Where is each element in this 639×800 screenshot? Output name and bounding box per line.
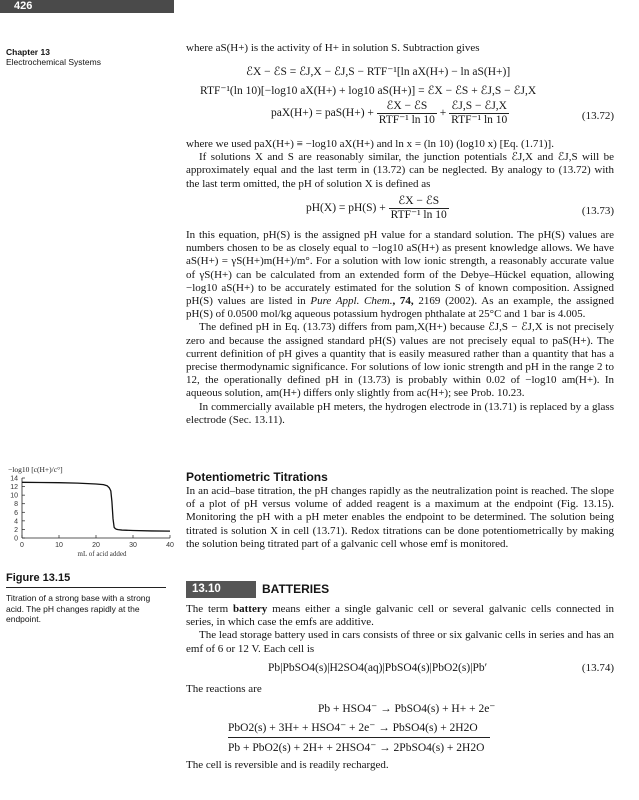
y-tick-label: 2 xyxy=(14,526,18,534)
paragraph-recharged: The cell is reversible and is readily recharged. xyxy=(186,759,389,771)
section-number: 13.10 xyxy=(192,583,221,595)
equation-2: RTF⁻¹(ln 10)[−log10 aX(H+) + log10 aS(H+)] = ℰX − ℰS + ℰJ,S − ℰJ,X xyxy=(200,85,537,97)
y-tick-label: 10 xyxy=(10,492,18,500)
caption-rule xyxy=(6,587,166,588)
figure-caption: Titration of a strong base with a strong acid. The pH changes rapidly at the endpoint. xyxy=(6,593,151,624)
intro-text xyxy=(186,42,614,55)
eq-13-72-f1-numerator: ℰX − ℰS xyxy=(377,100,437,114)
eq-13-72-lhs: paX(H+) = paS(H+) + xyxy=(271,107,374,120)
heading-potentiometric-titrations: Potentiometric Titrations xyxy=(186,470,328,484)
section-number-bar xyxy=(186,581,256,598)
equation-13-74: Pb|PbSO4(s)|H2SO4(aq)|PbSO4(s)|PbO2(s)|Pb′ xyxy=(268,662,488,674)
x-tick-label: 30 xyxy=(129,542,137,549)
eq-13-73-numerator: ℰX − ℰS xyxy=(389,195,449,209)
equation-number-13-73: (13.73) xyxy=(581,205,614,217)
paragraph-junction: If solutions X and S are reasonably similar, the junction potentials ℰJ,X and ℰJ,S will be approximately equal and the last term in (13.72) can be neglected. By analogy to (13.72) with the last term omitted, the pH of solution X is defined as xyxy=(186,151,614,190)
equation-13-72 xyxy=(271,100,509,127)
term-battery: battery xyxy=(233,603,268,615)
chapter-title: Electrochemical Systems xyxy=(6,57,101,67)
x-tick-label: 0 xyxy=(20,542,24,549)
paragraph-ph-meters: In commercially available pH meters, the hydrogen electrode in (13.71) is replaced by a glass electrode (Sec. 13.11). xyxy=(186,400,614,426)
paragraph-block-2 xyxy=(186,229,614,427)
paragraph-lead-storage: The lead storage battery used in cars consists of three or six galvanic cells in series and has an emf of 6 or 12 V. Each cell is xyxy=(186,629,614,655)
y-tick-label: 6 xyxy=(14,509,18,517)
eq-13-73-lhs: pH(X) = pH(S) + xyxy=(306,202,386,215)
x-axis-label: mL of acid added xyxy=(77,550,127,558)
page-number-bar xyxy=(0,0,174,13)
y-tick-label: 14 xyxy=(10,475,18,483)
paragraph-standard-ph xyxy=(186,229,614,321)
paragraph-block-4 xyxy=(186,603,614,656)
figure-label: Figure 13.15 xyxy=(6,572,71,584)
eq-13-73-fraction xyxy=(389,195,449,222)
x-tick-label: 20 xyxy=(92,542,100,549)
paragraph-battery-def xyxy=(186,603,614,629)
equation-1: ℰX − ℰS = ℰJ,X − ℰJ,S − RTF⁻¹[ln aX(H+) − ln aS(H+)] xyxy=(246,66,511,78)
x-tick-label: 40 xyxy=(166,542,174,549)
titration-curve-line xyxy=(22,482,170,531)
page-number: 426 xyxy=(14,0,33,12)
eq-13-72-plus: + xyxy=(439,107,447,120)
p7-post: means either a single galvanic cell or several galvanic cells connected in series, in which case the emfs are additive. xyxy=(186,603,614,629)
eq-13-72-fraction-2 xyxy=(449,100,509,127)
reaction-sum-rule xyxy=(228,737,490,738)
paragraph-block-3 xyxy=(186,485,614,551)
eq-13-72-fraction-1 xyxy=(377,100,437,127)
paragraph-block-1 xyxy=(186,138,614,191)
eq-13-72-f1-denominator: RTF⁻¹ ln 10 xyxy=(378,114,435,126)
paragraph-final xyxy=(186,759,614,772)
paragraph-reactions: The reactions are xyxy=(186,683,262,695)
eq-13-72-f2-denominator: RTF⁻¹ ln 10 xyxy=(451,114,508,126)
y-tick-label: 4 xyxy=(14,518,18,526)
p7-pre: The term xyxy=(186,603,234,615)
paragraph-titration: In an acid–base titration, the pH changes rapidly as the neutralization point is reached. The slope of a plot of pH versus volume of added reagent is a maximum at the endpoint (Fig. 13.15). Monitoring the pH with a pH meter enables the endpoint to be determined. The solution being titrated is solution X in cell (13.71). Redox titrations can be done potentiometrically by making the solution being titrated part of a galvanic cell whose emf is monitored. xyxy=(186,485,614,550)
journal-name: Pure Appl. Chem. xyxy=(310,295,393,308)
journal-volume: , 74, xyxy=(392,295,414,308)
equation-13-73 xyxy=(306,195,449,222)
paragraph-reactions-intro xyxy=(186,683,614,696)
titration-chart xyxy=(0,400,180,575)
section-title-batteries: BATTERIES xyxy=(262,582,330,596)
chapter-label: Chapter 13 xyxy=(6,47,50,57)
equation-number-13-74: (13.74) xyxy=(581,662,614,674)
reaction-cathode: PbO2(s) + 3H+ + HSO4⁻ + 2e⁻ → PbSO4(s) + 2H2O xyxy=(228,722,478,734)
equation-number-13-72: (13.72) xyxy=(581,110,614,122)
y-tick-label: 0 xyxy=(14,535,18,543)
x-tick-label: 10 xyxy=(55,542,63,549)
eq-13-73-denominator: RTF⁻¹ ln 10 xyxy=(390,209,447,221)
p3-text-a: In this equation, pH(S) is the assigned pH value for a standard solution. The pH(S) values are numbers chosen to be as closely equal to −log10 aS(H+) as present knowledge allows. We have aS(H+) = γS(H+)m(H+)/m°. For a solution with low ionic strength, a reasonably accurate value of γS(H+) can be calculated from an extended form of the Debye–Hückel equation, allowing −log10 aS(H+) to be accurately estimated for the solution S of known composition. Assigned pH(S) values are listed in xyxy=(186,229,614,308)
eq-13-72-f2-numerator: ℰJ,S − ℰJ,X xyxy=(449,100,509,114)
paragraph-where-used: where we used paX(H+) ≡ −log10 aX(H+) and ln x = (ln 10) (log10 x) [Eq. (1.71)]. xyxy=(186,138,554,150)
p3-text-b: 2169 (2002). As an example, the assigned pH(S) of 0.0500 mol/kg aqueous potassium hydrogen phthalate at 25°C and 1 bar is 4.005. xyxy=(186,295,615,321)
y-tick-label: 8 xyxy=(14,501,18,509)
y-axis-label: −log10 [c(H+)/c°] xyxy=(8,465,63,474)
intro-paragraph: where aS(H+) is the activity of H+ in solution S. Subtraction gives xyxy=(186,42,480,54)
y-tick-label: 12 xyxy=(10,484,18,492)
paragraph-defined-ph: The defined pH in Eq. (13.73) differs from pam,X(H+) because ℰJ,S − ℰJ,X is not precisely zero and because the assigned standard pH(S) values are not precisely equal to paS(H+). The current definition of pH gives a quantity that is easily measured rather than a quantity that has a precise thermodynamic significance. For solutions of low ionic strength and pH in the range 2 to 12, the operationally defined pH in (13.73) is probably within 0.02 of −log10 am(H+). In aqueous solution, am(H+) differs only slightly from ac(H+); see Prob. 10.23. xyxy=(186,321,614,400)
reaction-anode: Pb + HSO4⁻ → PbSO4(s) + H+ + 2e⁻ xyxy=(318,703,496,715)
reaction-overall: Pb + PbO2(s) + 2H+ + 2HSO4⁻ → 2PbSO4(s) + 2H2O xyxy=(228,742,485,754)
